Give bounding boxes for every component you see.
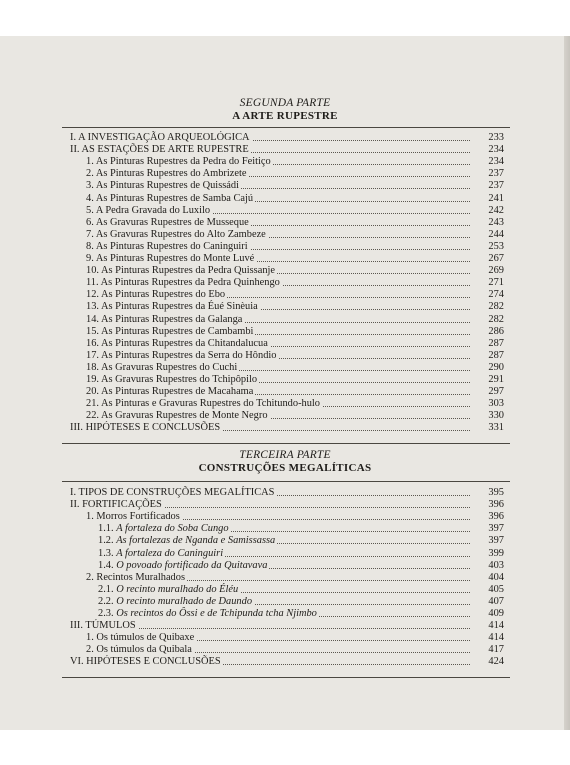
toc-entry-number: 1.1. [98,523,117,535]
toc-entry-text: As Pinturas Rupestres da Pedra Quinhengo [100,277,280,289]
toc-entry-text: HIPÓTESES E CONCLUSÕES [86,656,221,668]
toc-entry-number: I. [70,487,79,498]
toc-entry-number: 10. [86,265,102,277]
part3-top-rule [62,481,510,482]
toc-entry-leader [98,534,470,547]
toc-entry-label [86,253,256,264]
toc-entry-label [70,422,222,433]
toc-entry-number: VI. [70,656,87,668]
toc-entry [0,498,570,511]
toc-entry-leader [86,631,470,644]
toc-entry-text: O recinto muralhado de Daundo [116,595,253,607]
toc-entry-leader [86,167,470,180]
toc-entry-page: 395 [488,487,504,498]
toc-entry [0,619,570,632]
toc-entry-text: As Pinturas Rupestres da Galanga [101,313,243,325]
toc-entry-label [86,277,282,288]
toc-entry-leader [86,571,470,584]
toc-entry-text: As Pinturas Rupestres da Chitandalucua [101,337,268,349]
toc-entry-number: 19. [86,374,102,385]
toc-entry-label [86,338,270,349]
toc-entry-text: As Pinturas Rupestres da Serra do Hôndio [101,349,277,361]
toc-entry-label [86,301,260,312]
toc-entry-leader [98,595,470,608]
toc-entry-label [98,596,254,607]
toc-entry-label [98,560,269,571]
toc-entry-label [86,350,278,361]
toc-entry-label [70,499,164,510]
toc-entry-number: 13. [86,301,102,313]
toc-entry-label [86,241,250,252]
toc-entry-page: 399 [488,547,504,559]
toc-entry [0,522,570,535]
toc-entry-text: O recinto muralhado do Éléu [116,583,239,595]
toc-entry [0,276,570,289]
toc-entry-label [70,656,223,667]
toc-entry [0,421,570,434]
toc-entry-number: 4. [86,192,96,204]
toc-entry-leader [86,216,470,229]
toc-entry [0,337,570,350]
toc-entry-page: 396 [488,499,504,511]
toc-entry-page: 331 [488,422,504,434]
toc-entry-text: Os recintos do Ôssi e de Tchipunda tcha Njimbo [116,608,317,619]
toc-entry [0,192,570,205]
toc-entry-number: 2.3. [98,608,117,619]
toc-entry-leader [86,264,470,277]
toc-entry-text: FORTIFICAÇÕES [82,499,162,511]
toc-entry-text: As Gravuras Rupestres do Cuchi [101,361,238,373]
toc-entry-page: 407 [488,595,504,607]
toc-entry-page: 397 [488,523,504,535]
toc-entry-leader [86,276,470,289]
toc-entry-page: 237 [488,180,504,192]
toc-entry [0,547,570,560]
toc-entry-leader [70,655,470,668]
toc-entry-label [86,156,273,167]
toc-entry-text: TÚMULOS [85,620,136,632]
toc-entry-number: 1.3. [98,547,117,559]
part3-title: CONSTRUÇÕES MEGALÍTICAS [198,462,372,474]
part3-header [0,449,570,474]
toc-entry-leader [86,385,470,398]
toc-entry-number: 2.1. [98,583,117,595]
toc-entry-number: 11. [86,277,101,289]
toc-entry-page: 242 [488,204,504,216]
toc-entry-page: 234 [488,144,504,156]
toc-entry-text: TIPOS DE CONSTRUÇÕES MEGALÍTICAS [78,487,275,498]
toc-entry-text: A fortaleza do Caninguiri [116,547,224,559]
toc-entry-page: 303 [488,398,504,410]
toc-entry-leader [70,619,470,632]
toc-entry-page: 233 [488,132,504,143]
toc-entry-number: 3. [86,180,96,192]
toc-entry-number: II. [70,144,82,156]
toc-entry-number: 1. [86,156,96,168]
toc-entry-leader [98,559,470,572]
toc-entry-text: A Pedra Gravada do Luxilo [95,204,211,216]
toc-entry-text: As Pinturas Rupestres da Éué Sinèuia [101,301,258,313]
toc-entry-leader [86,397,470,410]
toc-entry-label [86,289,227,300]
toc-entry-label [86,511,182,522]
toc-entry [0,571,570,584]
toc-entry-number: 1.4. [98,559,117,571]
toc-entry-leader [70,498,470,511]
toc-entry-text: As Pinturas Rupestres de Cambambi [101,325,254,337]
toc-entry [0,313,570,326]
toc-entry-leader [86,288,470,301]
toc-entry-text: AS ESTAÇÕES DE ARTE RUPESTRE [81,144,249,156]
toc-entry [0,143,570,156]
toc-entry-label [98,608,319,619]
toc-entry [0,397,570,410]
toc-entry-label [86,374,259,385]
toc-entry-number: 20. [86,386,102,398]
toc-entry-text: Recintos Muralhados [96,571,185,583]
toc-entry-label [98,548,225,559]
part2-top-rule [62,127,510,128]
toc-entry [0,155,570,168]
toc-entry-page: 397 [488,535,504,547]
toc-entry-label [98,523,231,534]
toc-entry [0,559,570,572]
toc-entry [0,595,570,608]
toc-entry-leader [70,143,470,156]
part2-bottom-rule [62,443,510,444]
toc-entry-label [86,229,268,240]
toc-entry-label [86,205,212,216]
toc-entry-number: 8. [86,240,96,252]
toc-entry-text: A fortaleza do Soba Cungo [116,523,229,535]
toc-entry-text: As Pinturas Rupestres da Pedra Quissanje [101,265,276,277]
toc-entry-text: As Pinturas Rupestres do Monte Luvé [95,253,255,264]
toc-entry [0,216,570,229]
toc-entry-text: As Pinturas Rupestres de Macahama [101,386,254,398]
toc-entry-leader [98,522,470,535]
toc-entry-label [86,314,244,325]
toc-entry [0,252,570,265]
toc-entry-page: 269 [488,265,504,277]
toc-entry-label [70,144,251,155]
toc-entry-page: 414 [488,632,504,644]
toc-entry-page: 405 [488,583,504,595]
toc-entry [0,179,570,192]
part2-label: SEGUNDA PARTE [239,97,331,109]
toc-entry-label [86,398,322,409]
toc-entry-label [70,620,138,631]
toc-entry-text: As Pinturas Rupestres de Samba Cajú [95,192,254,204]
part3-label: TERCEIRA PARTE [239,449,331,461]
toc-entry-page: 414 [488,620,504,632]
toc-entry-page: 287 [488,349,504,361]
toc-entry [0,167,570,180]
toc-entry-number: 9. [86,253,96,264]
toc-entry-page: 297 [488,386,504,398]
toc-entry-text: O povoado fortificado da Quitavava [116,559,268,571]
toc-entry-label [86,410,270,421]
toc-entry-leader [70,131,470,144]
toc-entry-number: 1.2. [98,535,117,547]
toc-entry-text: As fortalezas de Nganda e Samissassa [116,535,276,547]
toc-entry-leader [86,228,470,241]
toc-entry-number: 5. [86,204,96,216]
toc-entry-label [98,584,240,595]
toc-entry-label [70,132,252,143]
toc-entry-label [86,168,248,179]
toc-entry-number: 1. [86,632,97,644]
toc-entry-text: As Gravuras Rupestres de Musseque [95,216,249,228]
toc-entry-page: 404 [488,571,504,583]
toc-entry-page: 237 [488,168,504,180]
toc-entry-text: As Pinturas Rupestres do Ebo [101,289,226,301]
toc-entry-text: Morros Fortificados [96,511,180,523]
toc-entry-text: As Pinturas Rupestres de Quissádi [95,180,239,192]
toc-entry-text: HIPÓTESES E CONCLUSÕES [85,422,221,434]
toc-entry-number: 2. [86,644,97,656]
toc-entry-text: As Gravuras Rupestres do Tchipôpilo [101,374,258,385]
toc-entry-leader [86,204,470,217]
toc-entry-page: 244 [488,228,504,240]
toc-entry [0,607,570,620]
toc-entry-label [86,362,239,373]
toc-entry-number: 22. [86,410,102,422]
toc-entry-number: 2. [86,168,96,180]
toc-entry-number: II. [70,499,83,511]
toc-entry-text: Os túmulos da Quibala [96,644,192,656]
toc-entry-number: 14. [86,313,102,325]
toc-entry-text: As Gravuras Rupestres de Monte Negro [101,410,268,422]
toc-entry-leader [86,510,470,523]
toc-entry-label [86,217,251,228]
toc-entry-label [86,386,255,397]
toc-entry-text: A INVESTIGAÇÃO ARQUEOLÓGICA [78,132,250,143]
toc-entry-page: 417 [488,644,504,656]
toc-entry-page: 267 [488,253,504,264]
toc-entry-text: As Pinturas Rupestres do Ambrizete [95,168,247,180]
toc-entry-number: I. [70,132,79,143]
toc-entry-text: As Pinturas Rupestres da Pedra do Feitiço [95,156,271,168]
toc-entry [0,510,570,523]
toc-entry-leader [86,300,470,313]
toc-entry-number: 12. [86,289,102,301]
toc-entry [0,131,570,144]
toc-entry-number: III. [70,620,86,632]
toc-entry-leader [86,325,470,338]
toc-entry-page: 291 [488,374,504,385]
toc-entry-label [70,487,276,498]
part2-title: A ARTE RUPESTRE [232,110,338,122]
toc-entry-label [86,193,255,204]
toc-entry-number: 18. [86,361,102,373]
toc-entry-page: 396 [488,511,504,523]
toc-entry-number: 7. [86,228,96,240]
toc-entry-leader [98,583,470,596]
toc-entry-text: Os túmulos de Quibaxe [96,632,195,644]
toc-entry-number: 21. [86,398,102,410]
toc-entry [0,486,570,499]
toc-entry-page: 282 [488,301,504,313]
toc-entry [0,288,570,301]
part3-bottom-rule [62,677,510,678]
toc-entry [0,655,570,668]
toc-entry-page: 286 [488,325,504,337]
toc-entry [0,325,570,338]
toc-entry-leader [86,643,470,656]
toc-entry-number: 17. [86,349,102,361]
part2-header [0,97,570,122]
toc-entry-leader [86,240,470,253]
toc-entry-number: 1. [86,511,97,523]
toc-entry-number: 6. [86,216,96,228]
toc-entry-leader [86,409,470,422]
toc-entry-label [86,644,194,655]
toc-entry-label [98,535,277,546]
toc-entry-number: 2. [86,571,97,583]
toc-entry-page: 282 [488,313,504,325]
toc-entry-page: 253 [488,240,504,252]
toc-entry [0,349,570,362]
toc-entry-page: 241 [488,192,504,204]
toc-entry-page: 403 [488,559,504,571]
toc-entry-page: 290 [488,361,504,373]
toc-entry-label [86,632,196,643]
toc-entry-leader [70,486,470,499]
toc-entry-leader [86,192,470,205]
toc-entry-leader [98,547,470,560]
toc-entry-leader [86,361,470,374]
toc-entry-number: III. [70,422,86,434]
toc-entry-label [86,572,187,583]
toc-entry-leader [86,252,470,265]
toc-entry [0,361,570,374]
toc-entry [0,583,570,596]
toc-entry-page: 271 [488,277,504,289]
toc-entry-text: As Pinturas e Gravuras Rupestres do Tchitundo-hulo [101,398,320,410]
toc-entry-leader [86,155,470,168]
toc-entry-label [86,180,241,191]
toc-entry [0,409,570,422]
toc-entry-leader [98,607,470,620]
toc-entry-label [86,265,277,276]
toc-entry [0,631,570,644]
toc-entry [0,240,570,253]
toc-entry-page: 424 [488,656,504,668]
toc-entry-number: 15. [86,325,102,337]
toc-entry-page: 243 [488,216,504,228]
toc-entry [0,228,570,241]
toc-entry-page: 409 [488,608,504,619]
toc-entry [0,300,570,313]
toc-entry-text: As Pinturas Rupestres do Caninguiri [95,240,248,252]
toc-entry-leader [86,313,470,326]
toc-entry-page: 274 [488,289,504,301]
toc-entry-leader [70,421,470,434]
toc-entry [0,204,570,217]
toc-entry-text: As Gravuras Rupestres do Alto Zambeze [95,228,266,240]
toc-entry-number: 2.2. [98,595,117,607]
toc-entry [0,534,570,547]
toc-entry-page: 287 [488,337,504,349]
toc-entry-leader [86,373,470,386]
toc-entry-label [86,326,255,337]
toc-entry [0,264,570,277]
toc-entry-page: 234 [488,156,504,168]
toc-entry-page: 330 [488,410,504,422]
toc-entry [0,643,570,656]
toc-entry-leader [86,349,470,362]
toc-entry-number: 16. [86,337,102,349]
toc-entry [0,385,570,398]
toc-entry [0,373,570,386]
toc-entry-leader [86,179,470,192]
toc-entry-leader [86,337,470,350]
